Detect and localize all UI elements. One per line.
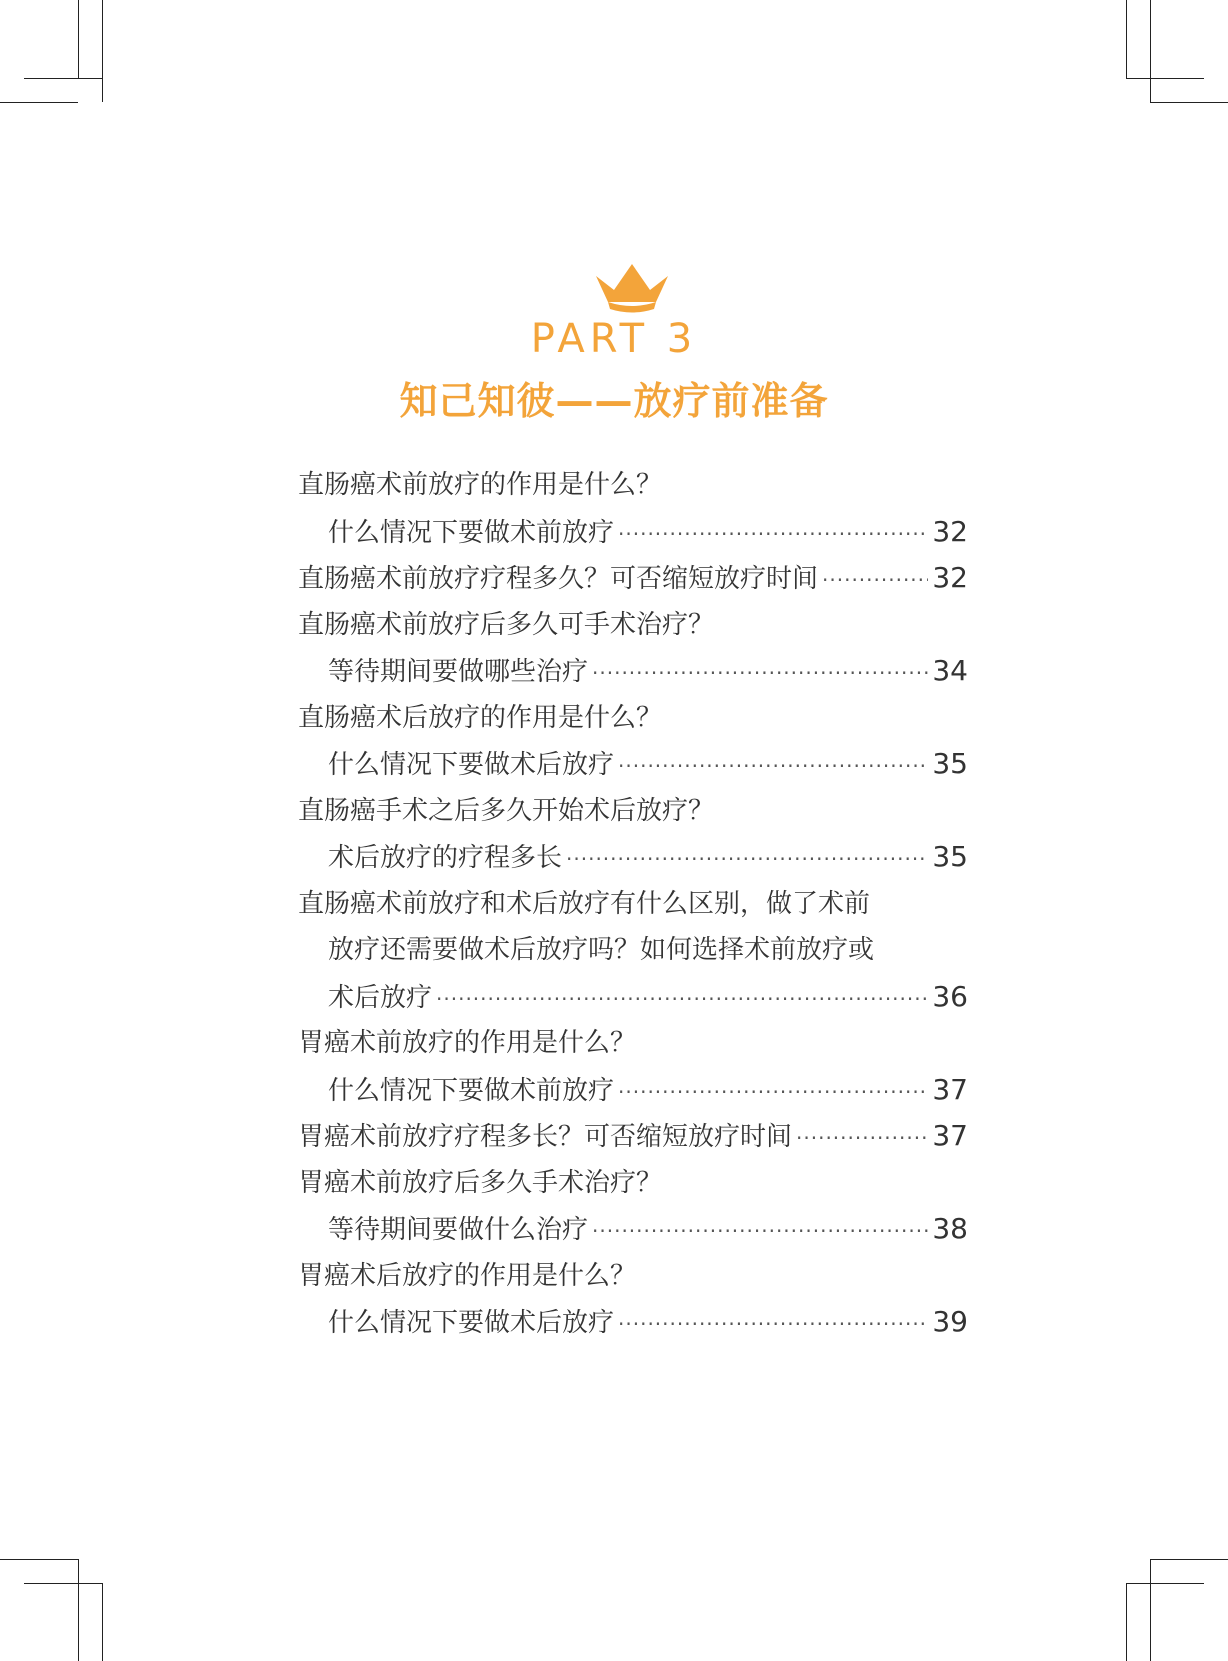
toc-entry-text: 直肠癌手术之后多久开始术后放疗？ bbox=[298, 795, 715, 826]
toc-entry[interactable] bbox=[298, 834, 968, 881]
toc-entry-text: 直肠癌术前放疗后多久可手术治疗？ bbox=[298, 609, 715, 640]
toc-entry[interactable] bbox=[298, 741, 968, 788]
toc-entry-text: 胃癌术前放疗疗程多长？可否缩短放疗时间 bbox=[298, 1122, 793, 1152]
toc-entry[interactable] bbox=[298, 1160, 968, 1207]
toc-entry[interactable] bbox=[298, 1067, 968, 1114]
table-of-contents bbox=[298, 462, 968, 1346]
toc-entry[interactable] bbox=[298, 695, 968, 742]
toc-leader-dots bbox=[436, 976, 928, 1023]
toc-entry-text: 什么情况下要做术前放疗 bbox=[328, 1075, 615, 1106]
toc-leader-dots bbox=[618, 743, 928, 790]
toc-page-number: 34 bbox=[932, 654, 968, 687]
toc-leader-dots bbox=[592, 650, 928, 697]
toc-leader-dots bbox=[618, 1069, 928, 1116]
toc-entry-text: 什么情况下要做术后放疗 bbox=[328, 750, 615, 780]
toc-entry[interactable] bbox=[298, 1113, 968, 1160]
section-title: 知己知彼——放疗前准备 bbox=[399, 379, 829, 423]
part-label: PART 3 bbox=[530, 316, 698, 362]
toc-page-number: 38 bbox=[932, 1212, 968, 1245]
toc-entry[interactable] bbox=[298, 1253, 968, 1300]
toc-entry-text: 术后放疗 bbox=[328, 982, 433, 1013]
toc-page-number: 32 bbox=[932, 514, 968, 548]
toc-entry-text: 直肠癌术前放疗的作用是什么？ bbox=[298, 470, 663, 500]
toc-entry-text: 什么情况下要做术后放疗 bbox=[328, 1308, 615, 1338]
toc-page-number: 35 bbox=[932, 840, 968, 873]
toc-entry[interactable] bbox=[298, 1020, 968, 1067]
toc-entry[interactable] bbox=[298, 555, 968, 602]
toc-entry[interactable] bbox=[298, 1299, 968, 1346]
toc-entry-text: 直肠癌术前放疗和术后放疗有什么区别，做了术前 bbox=[298, 888, 871, 919]
crown-icon bbox=[592, 262, 672, 314]
toc-leader-dots bbox=[618, 1301, 928, 1348]
toc-page-number: 32 bbox=[932, 561, 968, 594]
toc-entry[interactable] bbox=[298, 602, 968, 649]
toc-entry-text: 胃癌术前放疗的作用是什么？ bbox=[298, 1028, 637, 1058]
toc-page-number: 36 bbox=[932, 979, 968, 1013]
toc-entry[interactable] bbox=[298, 881, 968, 928]
toc-entry-text: 术后放疗的疗程多长 bbox=[328, 843, 563, 873]
toc-entry[interactable] bbox=[298, 648, 968, 695]
toc-leader-dots bbox=[592, 1208, 928, 1255]
toc-entry[interactable] bbox=[298, 788, 968, 835]
toc-entry[interactable] bbox=[298, 462, 968, 509]
toc-page-number: 37 bbox=[932, 1119, 968, 1152]
toc-page-number: 37 bbox=[932, 1072, 968, 1106]
toc-leader-dots bbox=[796, 1115, 928, 1162]
toc-entry-text: 什么情况下要做术前放疗 bbox=[328, 517, 615, 548]
toc-entry[interactable] bbox=[298, 927, 968, 974]
toc-leader-dots bbox=[566, 836, 928, 883]
toc-leader-dots bbox=[618, 511, 928, 558]
toc-leader-dots bbox=[822, 557, 928, 604]
toc-entry-text: 胃癌术后放疗的作用是什么？ bbox=[298, 1260, 637, 1291]
toc-entry-text: 胃癌术前放疗后多久手术治疗？ bbox=[298, 1167, 663, 1198]
toc-entry-text: 放疗还需要做术后放疗吗？如何选择术前放疗或 bbox=[328, 935, 875, 965]
toc-page-number: 35 bbox=[932, 747, 968, 780]
toc-page-number: 39 bbox=[932, 1305, 968, 1338]
toc-entry-text: 直肠癌术前放疗疗程多久？可否缩短放疗时间 bbox=[298, 564, 819, 594]
toc-entry-text: 等待期间要做哪些治疗 bbox=[328, 657, 589, 687]
toc-entry[interactable] bbox=[298, 509, 968, 556]
toc-entry[interactable] bbox=[298, 1206, 968, 1253]
toc-entry-text: 直肠癌术后放疗的作用是什么？ bbox=[298, 702, 663, 733]
toc-entry-text: 等待期间要做什么治疗 bbox=[328, 1215, 589, 1245]
toc-entry[interactable] bbox=[298, 974, 968, 1021]
